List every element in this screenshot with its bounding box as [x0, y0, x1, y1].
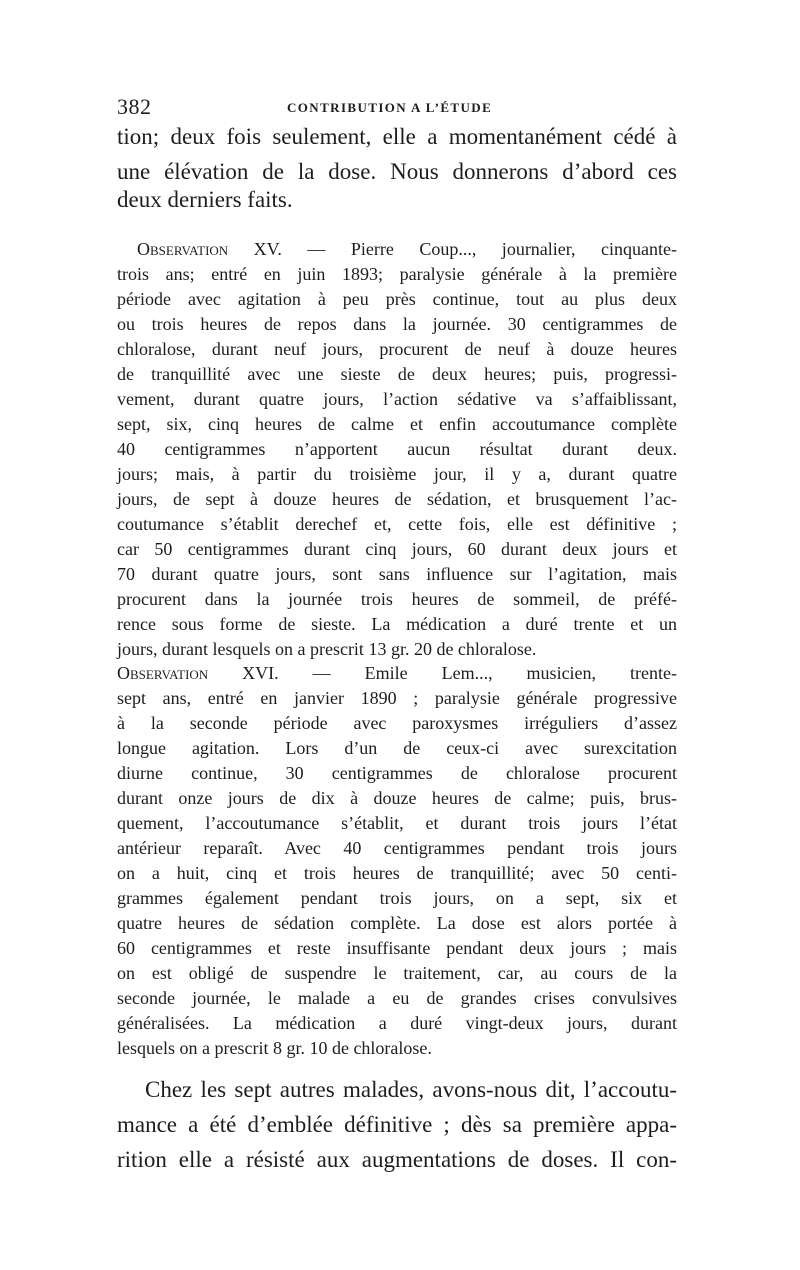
observation-line: antérieur reparaît. Avec 40 centigrammes pendant trois jours: [117, 838, 677, 858]
observation-line: grammes également pendant trois jours, on a sept, six et: [117, 888, 677, 908]
observation-line: durant onze jours de dix à douze heures de calme; puis, brus-: [117, 788, 677, 808]
observation-line: on a huit, cinq et trois heures de tranquillité; avec 50 centi-: [117, 863, 677, 883]
paragraph-line: mance a été d’emblée définitive ; dès sa première appa-: [117, 1112, 677, 1137]
observation-line: 70 durant quatre jours, sont sans influence sur l’agitation, mais: [117, 564, 677, 584]
observation-line: lesquels on a prescrit 8 gr. 10 de chloralose.: [117, 1038, 432, 1058]
observation-line: généralisées. La médication a duré vingt-deux jours, durant: [117, 1013, 677, 1033]
observation-line: 40 centigrammes n’apportent aucun résultat durant deux.: [117, 439, 677, 459]
observation-line: jours, durant lesquels on a prescrit 13 gr. 20 de chloralose.: [117, 639, 537, 659]
observation-line: vement, durant quatre jours, l’action sédative va s’affaiblissant,: [117, 389, 677, 409]
observation-line: chloralose, durant neuf jours, procurent de neuf à douze heures: [117, 339, 677, 359]
observation-16-heading: Observation XVI.: [117, 663, 279, 683]
observation-16-intro: — Emile Lem..., musicien, trente-: [312, 663, 677, 683]
observation-15-first-line: [137, 237, 677, 262]
observation-line: diurne continue, 30 centigrammes de chloralose procurent: [117, 763, 677, 783]
observation-line: quatre heures de sédation complète. La dose est alors portée à: [117, 913, 677, 933]
paragraph-line: une élévation de la dose. Nous donnerons d’abord ces: [117, 159, 677, 184]
observation-line: procurent dans la journée trois heures de sommeil, de préfé-: [117, 589, 677, 609]
observation-line: sept ans, entré en janvier 1890 ; paralysie générale progressive: [117, 688, 677, 708]
observation-line: ou trois heures de repos dans la journée. 30 centigrammes de: [117, 314, 677, 334]
observation-line: jours, de sept à douze heures de sédation, et brusquement l’ac-: [117, 489, 677, 509]
observation-line: sept, six, cinq heures de calme et enfin accoutumance complète: [117, 414, 677, 434]
observation-line: quement, l’accoutumance s’établit, et durant trois jours l’état: [117, 813, 677, 833]
observation-line: longue agitation. Lors d’un de ceux-ci avec surexcitation: [117, 738, 677, 758]
observation-line: rence sous forme de sieste. La médication a duré trente et un: [117, 614, 677, 634]
observation-line: à la seconde période avec paroxysmes irréguliers d’assez: [117, 713, 677, 733]
observation-line: période avec agitation à peu près continue, tout au plus deux: [117, 289, 677, 309]
observation-line: coutumance s’établit derechef et, cette fois, elle est définitive ;: [117, 514, 677, 534]
observation-line: trois ans; entré en juin 1893; paralysie générale à la première: [117, 264, 677, 284]
observation-line: seconde journée, le malade a eu de grandes crises convulsives: [117, 988, 677, 1008]
observation-line: car 50 centigrammes durant cinq jours, 60 durant deux jours et: [117, 539, 677, 559]
paragraph-line: tion; deux fois seulement, elle a momentanément cédé à: [117, 124, 677, 149]
observation-15-intro: — Pierre Coup..., journalier, cinquante-: [307, 239, 678, 259]
observation-16-first-line: [117, 661, 677, 686]
observation-15-heading: Observation XV.: [137, 239, 282, 259]
page-number: 382: [117, 94, 152, 119]
paragraph-line: rition elle a résisté aux augmentations de doses. Il con-: [117, 1147, 677, 1172]
paragraph-line: Chez les sept autres malades, avons-nous dit, l’accoutu-: [145, 1077, 677, 1102]
observation-line: jours; mais, à partir du troisième jour, il y a, durant quatre: [117, 464, 677, 484]
page-header: [117, 94, 677, 118]
observation-line: on est obligé de suspendre le traitement, car, au cours de la: [117, 963, 677, 983]
running-title: CONTRIBUTION A L’ÉTUDE: [287, 100, 493, 115]
observation-line: 60 centigrammes et reste insuffisante pendant deux jours ; mais: [117, 938, 677, 958]
paragraph-line: deux derniers faits.: [117, 187, 293, 212]
observation-line: de tranquillité avec une sieste de deux heures; puis, progressi-: [117, 364, 677, 384]
